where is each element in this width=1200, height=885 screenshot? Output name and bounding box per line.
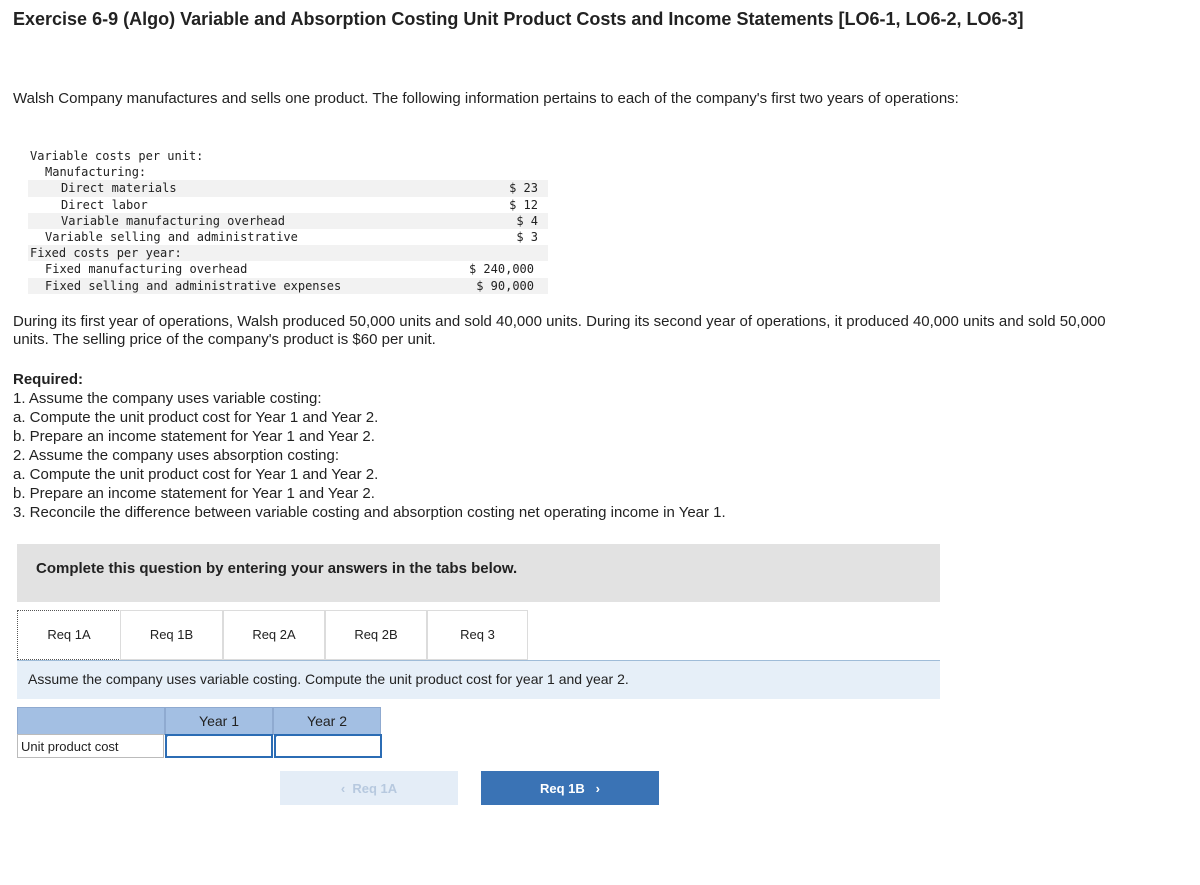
cost-row-label: Direct labor [61,197,148,212]
required-line: a. Compute the unit product cost for Year 1 and Year 2. [13,409,379,426]
cost-row-value: $ 240,000 [468,262,534,277]
required-heading: Required: [13,371,84,388]
cost-row-label: Variable manufacturing overhead [61,213,285,228]
instruction-text: Assume the company uses variable costing. Compute the unit product cost for year 1 and year 2. [28,671,629,687]
required-section [13,370,1143,522]
tab-req-1a[interactable]: Req 1A [17,610,121,660]
required-line: b. Prepare an income statement for Year 1 and Year 2. [13,428,375,445]
required-line: a. Compute the unit product cost for Year 1 and Year 2. [13,466,379,483]
input-marker-icon [165,734,170,739]
complete-prompt-bar [17,544,940,602]
cost-row [28,245,548,261]
cost-row [28,148,548,164]
tab-req-1b[interactable]: Req 1B [120,610,223,660]
next-req-button[interactable] [481,771,659,805]
cost-row-value: $ 12 [509,197,538,212]
cost-row-label: Manufacturing: [45,165,147,180]
cost-row [28,164,548,180]
header-year-2: Year 2 [273,707,381,735]
cost-row-label: Fixed costs per year: [30,246,182,261]
cost-row-label: Fixed manufacturing overhead [45,262,248,277]
cost-row-value: $ 23 [509,181,538,196]
cost-row [28,261,548,277]
exercise-title: Exercise 6-9 (Algo) Variable and Absorption Costing Unit Product Costs and Income Statements [LO6-1, LO6-2, LO6-3] [13,9,1024,29]
cost-row-value: $ 90,000 [476,278,534,293]
tab-req-2a[interactable]: Req 2A [223,610,325,660]
year-2-unit-cost-input[interactable] [274,734,382,758]
required-line: b. Prepare an income statement for Year 1 and Year 2. [13,485,375,502]
prev-req-button[interactable] [280,771,458,805]
required-line: 1. Assume the company uses variable costing: [13,390,322,407]
required-line: 3. Reconcile the difference between variable costing and absorption costing net operating income in Year 1. [13,504,726,521]
cost-data-table [28,148,548,294]
chevron-right-icon: › [584,781,600,796]
required-line: 2. Assume the company uses absorption costing: [13,447,340,464]
next-req-label: Req 1B [540,781,585,796]
cost-row-label: Fixed selling and administrative expenses [45,278,342,293]
cost-row-label: Direct materials [61,181,177,196]
intro-text: Walsh Company manufactures and sells one product. The following information pertains to each of the company's first two years of operations: [13,90,959,107]
input-marker-icon [274,734,279,739]
complete-prompt-text: Complete this question by entering your answers in the tabs below. [36,560,518,577]
cost-row [28,180,548,196]
cost-row [28,229,548,245]
production-paragraph: During its first year of operations, Walsh produced 50,000 units and sold 40,000 units. During its second year of operations, it produced 40,000 units and sold 50,000 units. The selling price of the company's product is $60 per unit. [13,313,1106,348]
header-blank-cell [17,707,165,735]
answer-table [17,707,383,759]
cost-row-label: Variable costs per unit: [30,149,204,163]
prev-req-label: Req 1A [352,781,398,796]
tab-req-3[interactable]: Req 3 [427,610,528,660]
cost-row-value: $ 3 [516,229,538,244]
cost-row-label: Variable selling and administrative [45,229,298,244]
tab-req-2b[interactable]: Req 2B [325,610,427,660]
cost-row [28,278,548,294]
year-1-unit-cost-input[interactable] [165,734,273,758]
row-label-unit-product-cost: Unit product cost [17,734,164,758]
instruction-bar [17,661,940,699]
chevron-left-icon: ‹ [340,781,353,796]
cost-row-value: $ 4 [516,213,538,228]
cost-row [28,197,548,213]
cost-row [28,213,548,229]
header-year-1: Year 1 [165,707,273,735]
